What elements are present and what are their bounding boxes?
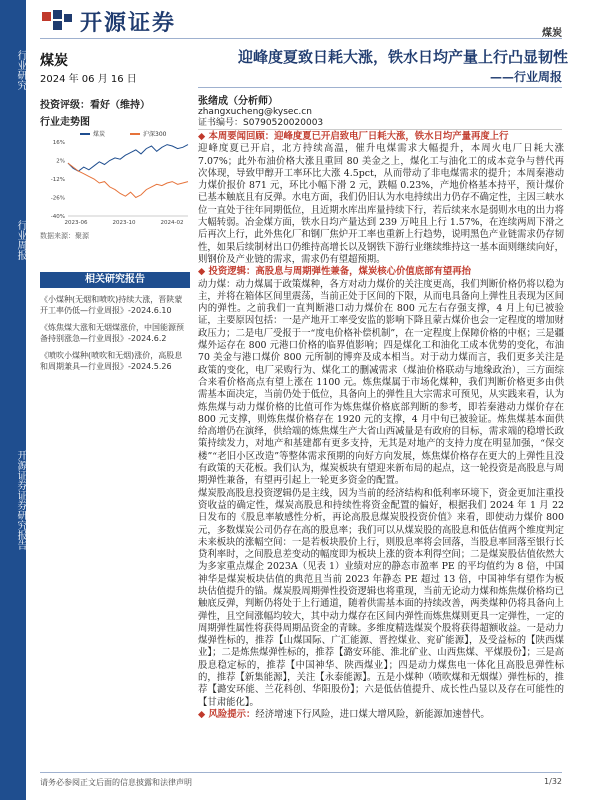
related-report-item[interactable]: 《小煤种(无烟和喷吹)持续大涨，晋陕蒙开工率仍低—行业周报》-2024.6.10 bbox=[40, 295, 183, 315]
y-tick-label: 2% bbox=[56, 158, 65, 165]
chart-y-ticks bbox=[51, 140, 65, 220]
logo-mark-icon bbox=[40, 8, 74, 34]
footer-disclaimer: 请务必参阅正文后面的信息披露和法律声明 bbox=[40, 778, 192, 787]
trend-chart-title: 行业走势图 bbox=[40, 117, 90, 128]
header-divider bbox=[40, 38, 562, 39]
y-tick-label: -12% bbox=[50, 177, 65, 183]
risk-text: 经济增速下行风险，进口煤大增风险，新能源加速替代。 bbox=[255, 708, 490, 720]
report-title: 迎峰度夏致日耗大涨，铁水日均产量上行凸显韧性 bbox=[237, 48, 568, 66]
paragraph-investment-logic: 动力煤：动力煤属于政策煤种，各方对动力煤价的关注度更高，我们判断价格仍将以稳为主，并将在箱体区间里震荡，当前正处于区间的下限，从而电具备向上弹性且表现为区间内的弹性。之前我们一直判断港口动力煤价在 800 元左右存强支撑，4 月上旬已被验证，主要原因包括：一是产地开工率受安监的影响下降且蒙古煤价也会一定程度的增加财政压力；二是电厂受报于一“度电价格补偿机制”，在一定程度上保障价格的中枢；三是疆煤外运存在 800 元港口价格的临界值影响；四是煤化工和油化工成本优势的变化，布油 70 美金与港口煤价 800 元所制的博弈及成本相当。对于动力煤而言，我们更多关注是政策的变化，电厂采购行为、煤化工的删减需求（煤油价格联动与地缘政治），三方面综合来看价格高点有望上涨在 1100 元。炼焦煤属于市场化煤种，我们判断价格更多由供需基本面决定，当前仍处于低位，具备向上的弹性且大宗需求可预见，从实践来看，认为炼焦煤与动力煤价格的比值可作为炼焦煤价格底部判断的参考，即若秦港动力煤价存在 800 元支撑，则炼焦煤价格存在 1920 元的支撑，4 月中旬已被验证。炼焦煤基本面供给高增仍在演绎，供给端的炼焦煤生产大省山西减量是有政府的目标，需求端的稳增长政策持续发力，对地产和基建都有更多支持，无其是对地产的支持力度在明显加强，“保交楼”“老旧小区改造”等整体需求预期的向好方向发展，炼焦煤价格存在更大的上弹性且没有政策的天花板。我们认为，煤炭板块有望迎来新布局的起点，这一轮投资是高股息与周期弹性兼备，有望再引起上一轮更多资金的配置。 bbox=[198, 278, 564, 487]
chart-source: 数据来源：聚源 bbox=[40, 232, 89, 240]
legend-label: 沪深300 bbox=[143, 131, 167, 138]
report-date: 2024 年 06 月 16 日 bbox=[40, 74, 137, 85]
x-tick-label: 2024-02 bbox=[160, 220, 184, 226]
investment-rating: 投资评级：看好（维持） bbox=[40, 100, 150, 111]
y-tick-label: -26% bbox=[50, 195, 65, 202]
report-body bbox=[198, 131, 564, 721]
bullet-icon: ◆ bbox=[198, 131, 209, 142]
page-number: 1/32 bbox=[544, 777, 562, 786]
bullet-icon: ◆ bbox=[198, 266, 209, 278]
related-report-item[interactable]: 《炼焦煤大涨和无烟煤涨价，中国能源预备持别涨急—行业周报》-2024.6.2 bbox=[40, 323, 184, 343]
risk-heading: 风险提示： bbox=[208, 708, 256, 720]
report-subtitle: ——行业周报 bbox=[489, 70, 562, 84]
analyst-name: 张绪成（分析师） bbox=[198, 96, 278, 107]
paragraph-high-dividend: 煤炭股高股息投资逻辑仍是主线，因为当前的经济结构和低利率环境下，资金更加注重投资收益的确定性，煤炭高股息和持续性将资金配置的偏好，根据我们 2024 年 1 月 22 日发布的《股息率敏感性分析，再论高股息煤炭股投资价值》来看，即使动力煤价 800 元，多数煤炭公司仍存在高的股息率；我们可以从煤炭股的高股息和低估值两个维度判定未来板块的涨幅空间：一是若板块股价上行，则股息率将会回落，当股息率回落至银行长贷利率时，之间股息差变动的幅度即为板块上涨的资本利得空间；二是煤炭股估值依然大为多家重点煤企 2023A（见表 1）业绩对应的静态市盈率 PE 的平均值约为 8 倍，中国神华是煤炭板块估值的典范且当前 2023 年静态 PE 超过 13 倍，中国神华有望作为板块估值提升的锚。煤炭股周期弹性投资逻辑也将重现，当前无论动力煤和炼焦煤价格均已触底反弹，判断仍将处于上行通道，随着供需基本面的持续改善，两类煤种仍将具备向上弹性，且空间涨幅均较大，其中动力煤存在区间内弹性而炼焦煤则更具一定弹性，一定的周期弹性属性将获得周期品资金的青睐。多维度精选煤炭个股将获得超额收益。一是动力煤弹性标的，推荐【山煤国际、广汇能源、晋控煤业、兖矿能源】，及受益标的【陕西煤业】；二是炼焦煤弹性标的，推荐【潞安环能、淮北矿业、山西焦煤、平煤股份】；三是高股息稳定标的，推荐【中国神华、陕西煤业】；四是动力煤焦电一体化且高股息弹性标的，推荐【新集能源】，关注【永泰能源】。五是小煤种（喷吹煤和无烟煤）弹性标的，推荐【潞安环能、兰花科创、华阳股份】；六是低估值提升、成长性凸显以及存在可能性的【甘肃能化】。 bbox=[198, 487, 564, 708]
sidebar-tag-report-source: 开源证券证券研究报告 bbox=[15, 450, 26, 550]
company-logo bbox=[40, 6, 176, 36]
y-tick-label: -40% bbox=[50, 214, 65, 220]
related-reports-list bbox=[40, 294, 190, 378]
section-heading-investment-logic: 投资逻辑：高股息与周期弹性兼备，煤炭核心价值底部有望再抬 bbox=[208, 266, 471, 278]
chart-legend bbox=[80, 130, 167, 138]
footer-divider bbox=[40, 772, 562, 773]
analyst-block bbox=[198, 96, 323, 129]
paragraph-weekly-review: 迎峰度夏已开启，北方持续高温，催升电煤需求大幅提升，本周火电厂日耗大涨 7.07%；此外布油价格大涨且重回 80 美金之上，煤化工与油化工的成本竞争与替代再次体现，导致甲醇开工率环比大涨 4.5pct，从而带动了非电煤需求的提升；本周秦港动力煤价报价 871 元，环比小幅下滑 2 元，跌幅 0.23%，产地价格基本持平，预计煤价已基本触底且有反弹。水电方面，我们仍旧认为水电持续出力仍存不确定性，主因三峡水位一直处于往年同期低位，且近期水库出库量持续下行，若后续来水是弱则水电的出力将大幅转弱。冶金煤方面，铁水日均产量达到 239 万吨且上行 1.57%，在连续两周下滑之后再次上行，此外焦化厂和钢厂焦炉开工率也重新上行趋势，说明黑色产业链需求仍存韧性，如果后续制材出口仍维持高增长以及钢铁下游行业继续维持这一基本面则继续向好，则钢价及产业链的需求，需求仍有望超预期。 bbox=[198, 143, 564, 265]
analyst-divider bbox=[198, 129, 562, 130]
bullet-icon: ◆ bbox=[198, 708, 209, 720]
trend-chart bbox=[40, 128, 190, 228]
legend-label: 煤炭 bbox=[93, 131, 106, 138]
title-divider bbox=[198, 87, 562, 88]
x-tick-label: 2023-10 bbox=[112, 220, 136, 226]
left-sidebar bbox=[0, 0, 26, 800]
y-tick-label: 16% bbox=[52, 140, 65, 146]
section-tag: 煤炭 bbox=[542, 28, 562, 39]
analyst-cert: 证书编号：S0790520020003 bbox=[198, 118, 324, 128]
sidebar-tag-industry-research: 行业研究 bbox=[15, 50, 26, 90]
chart-x-ticks bbox=[65, 220, 184, 226]
analyst-email[interactable]: zhangxucheng@kysec.cn bbox=[198, 107, 312, 117]
chart-lines bbox=[68, 145, 188, 198]
logo-text: 开源证券 bbox=[80, 9, 177, 36]
related-report-item[interactable]: 《喷吹小煤种(喷吹和无烟)涨价，高股息和周期兼具—行业周报》-2024.5.26 bbox=[40, 351, 183, 371]
series-line bbox=[68, 145, 188, 172]
x-tick-label: 2023-06 bbox=[64, 220, 88, 226]
industry-label: 煤炭 bbox=[40, 53, 68, 69]
related-reports-heading: 相关研究报告 bbox=[40, 272, 190, 288]
sidebar-tag-weekly: 行业周报 bbox=[15, 220, 26, 260]
section-heading-weekly-review: 本周要闻回顾：迎峰度夏已开启致电厂日耗大涨，铁水日均产量再度上行 bbox=[208, 131, 509, 142]
